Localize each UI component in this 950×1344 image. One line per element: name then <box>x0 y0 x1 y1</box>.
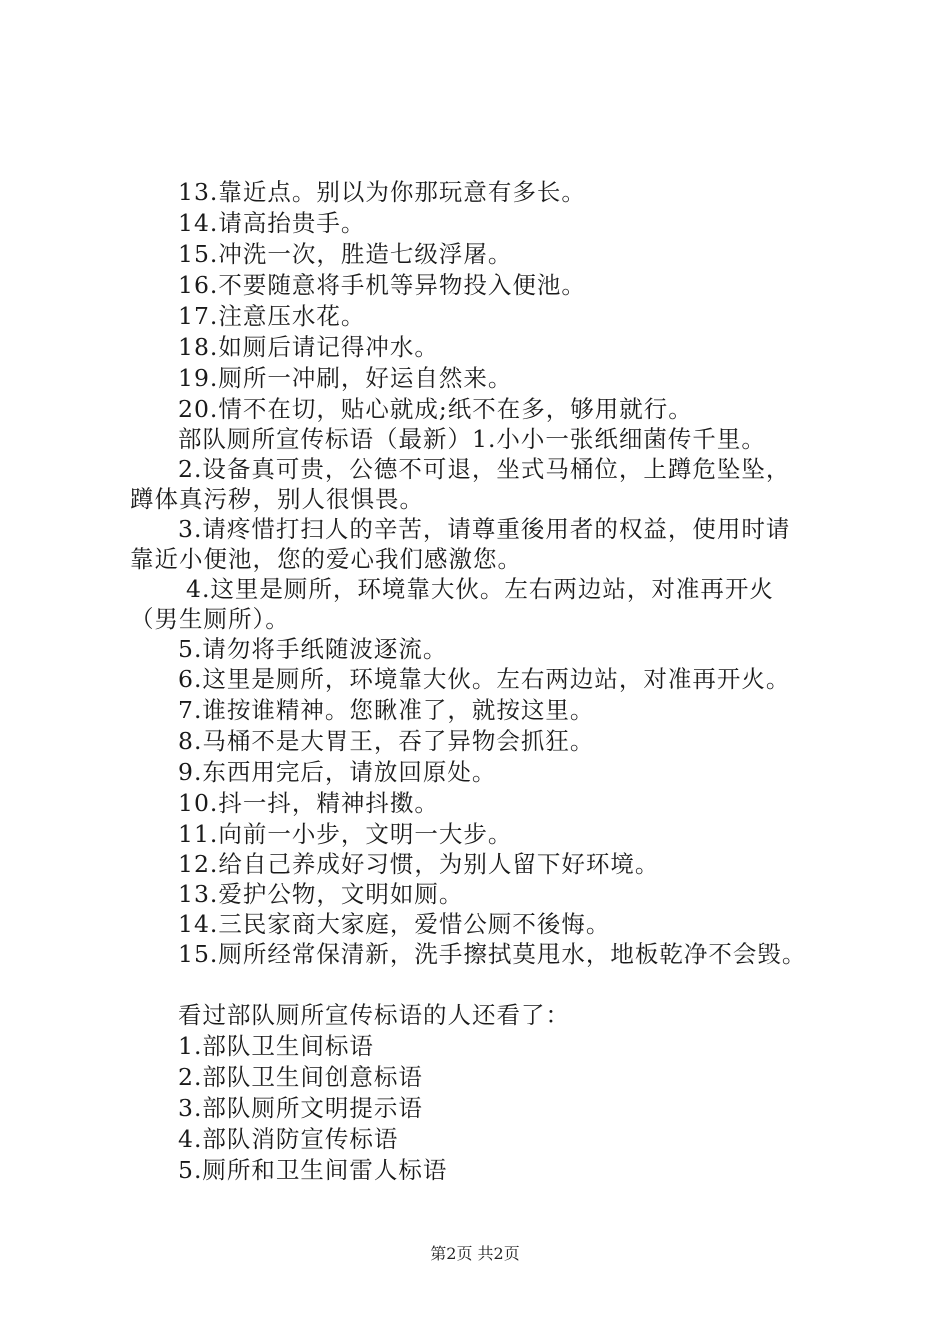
text-line: 17.注意压水花。 <box>178 302 366 330</box>
text-line: 14.请高抬贵手。 <box>178 209 366 237</box>
text-line: 9.东西用完后，请放回原处。 <box>178 758 497 786</box>
text-line: 12.给自己养成好习惯，为别人留下好环境。 <box>178 850 660 878</box>
related-heading: 看过部队厕所宣传标语的人还看了： <box>178 1001 570 1029</box>
related-link[interactable]: 5.厕所和卫生间雷人标语 <box>178 1156 448 1184</box>
text-line: 11.向前一小步，文明一大步。 <box>178 820 513 848</box>
text-line: 5.请勿将手纸随波逐流。 <box>178 635 448 663</box>
section-heading: 部队厕所宣传标语（最新）1.小小一张纸细菌传千里。 <box>178 425 766 453</box>
text-line: 3.请疼惜打扫人的辛苦，请尊重後用者的权益，使用时请 <box>178 515 791 543</box>
text-line: 8.马桶不是大胃王，吞了异物会抓狂。 <box>178 727 595 755</box>
text-line: 靠近小便池，您的爱心我们感激您。 <box>130 545 522 573</box>
text-line: 7.谁按谁精神。您瞅准了，就按这里。 <box>178 696 595 724</box>
text-line: 15.厕所经常保清新，洗手擦拭莫甩水，地板乾净不会毁。 <box>178 940 807 968</box>
text-line: 6.这里是厕所，环境靠大伙。左右两边站，对准再开火。 <box>178 665 791 693</box>
text-line: 蹲体真污秽，别人很惧畏。 <box>130 485 424 513</box>
text-line: 13.靠近点。别以为你那玩意有多长。 <box>178 178 586 206</box>
text-line: 10.抖一抖，精神抖擞。 <box>178 789 439 817</box>
text-line: 4.这里是厕所，环境靠大伙。左右两边站，对准再开火 <box>186 575 774 603</box>
text-line: 15.冲洗一次，胜造七级浮屠。 <box>178 240 513 268</box>
text-line: 20.情不在切，贴心就成;纸不在多，够用就行。 <box>178 395 693 423</box>
text-line: 18.如厕后请记得冲水。 <box>178 333 439 361</box>
text-line: 13.爱护公物，文明如厕。 <box>178 880 464 908</box>
text-line: 16.不要随意将手机等异物投入便池。 <box>178 271 586 299</box>
related-link[interactable]: 3.部队厕所文明提示语 <box>178 1094 423 1122</box>
related-link[interactable]: 4.部队消防宣传标语 <box>178 1125 399 1153</box>
related-link[interactable]: 2.部队卫生间创意标语 <box>178 1063 423 1091</box>
text-line: （男生厕所）。 <box>130 605 290 633</box>
text-line: 2.设备真可贵，公德不可退，坐式马桶位，上蹲危坠坠， <box>178 455 791 483</box>
related-link[interactable]: 1.部队卫生间标语 <box>178 1032 374 1060</box>
text-line: 19.厕所一冲刷，好运自然来。 <box>178 364 513 392</box>
page-footer: 第2页 共2页 <box>430 1244 520 1263</box>
text-line: 14.三民家商大家庭，爱惜公厕不後悔。 <box>178 910 611 938</box>
